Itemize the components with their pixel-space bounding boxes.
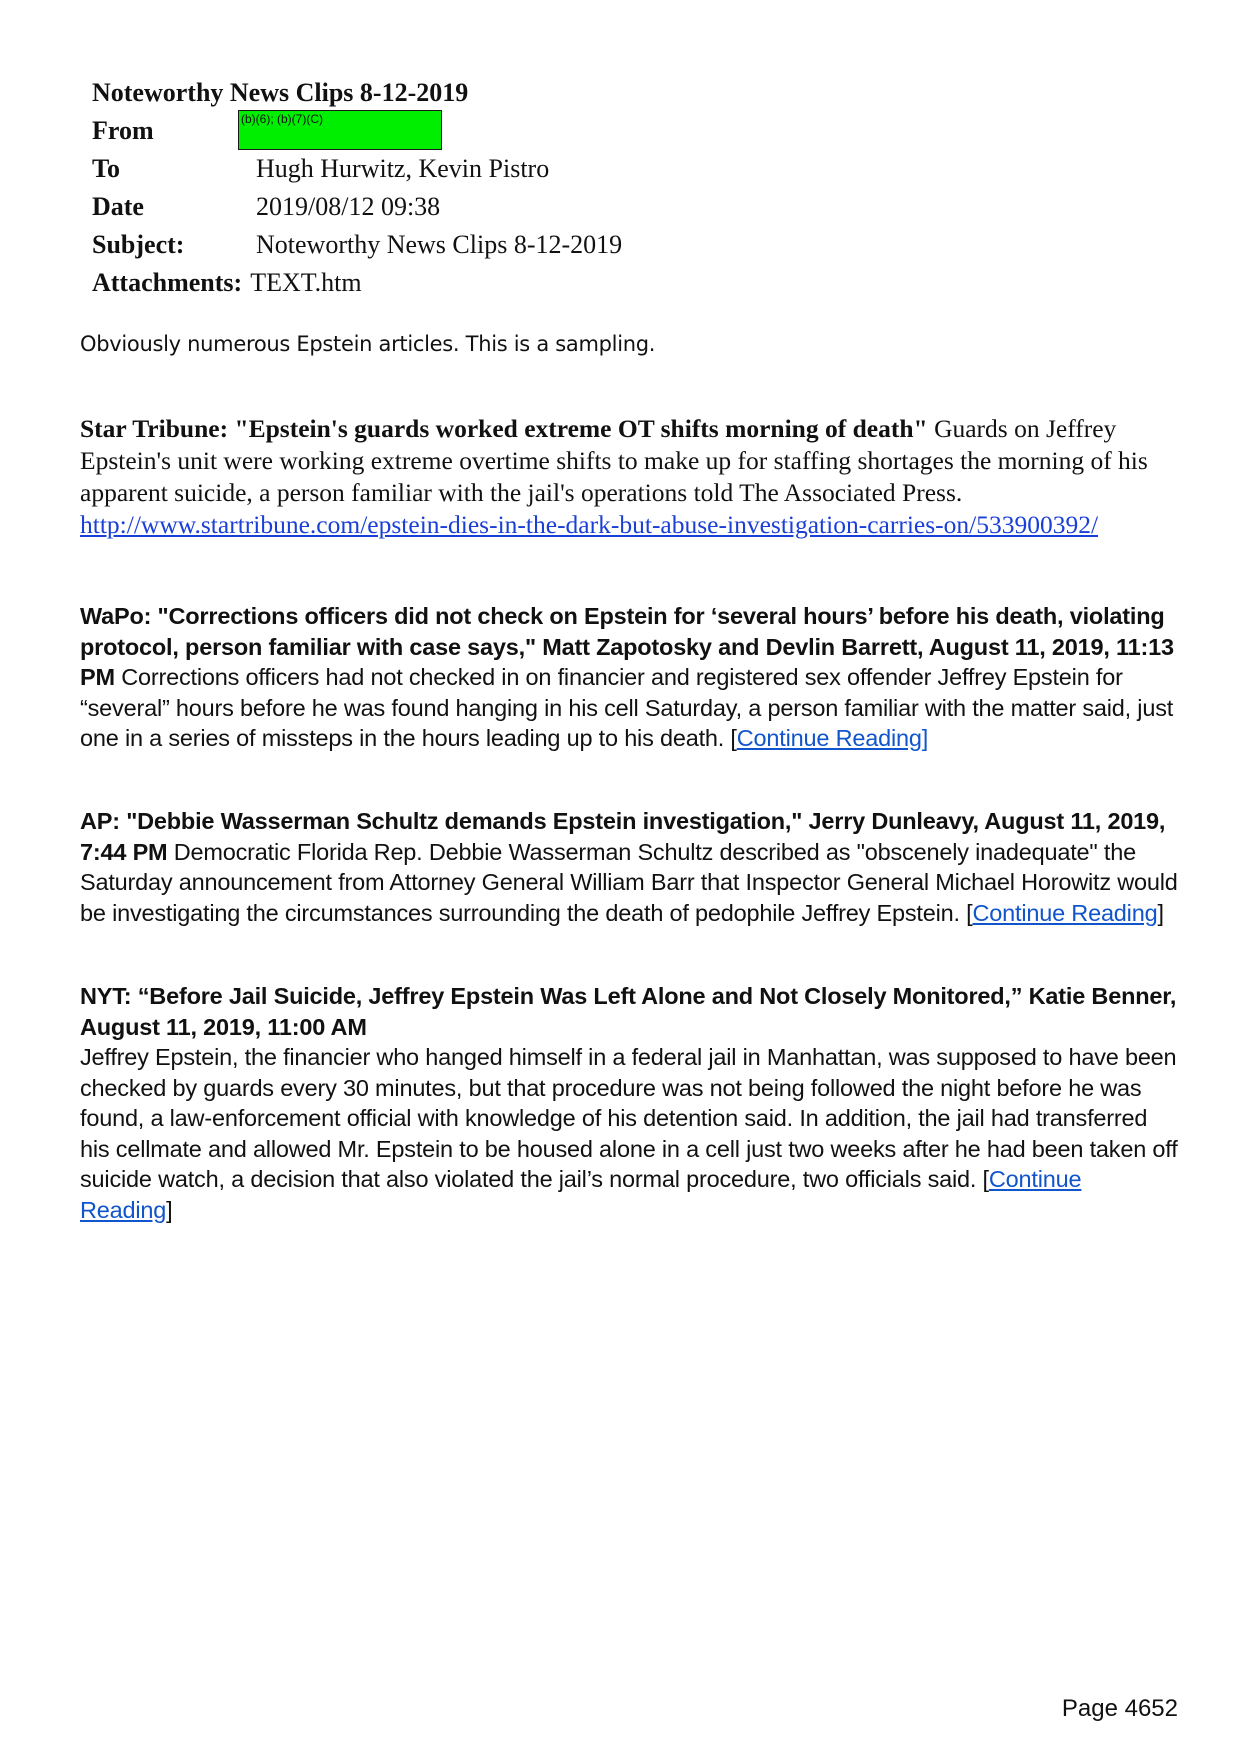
subject-label: Subject: <box>92 230 185 259</box>
continue-reading-link[interactable]: Continue Reading] <box>736 725 929 751</box>
news-body: Guards on Jeffrey Epstein's unit were working extreme overtime shifts to make up for staffing shortages the morning of his apparent suicide, a person familiar with the jail's operations told The Associated Press. <box>80 414 1148 507</box>
attachments-label: Attachments: <box>92 268 243 297</box>
date-value: 2019/08/12 09:38 <box>256 192 441 221</box>
attachments-row <box>92 264 622 302</box>
from-row <box>92 112 622 150</box>
news-item-ap <box>80 806 1180 928</box>
news-tail: ] <box>1157 899 1164 926</box>
news-body: Democratic Florida Rep. Debbie Wasserman Schultz described as "obscenely inadequate" the Saturday announcement from Attorney General William Barr that Inspector General Michael Horowitz would be investigating the circumstances surrounding the death of pedophile Jeffrey Epstein. [ <box>80 838 1178 926</box>
subject-row <box>92 226 622 264</box>
continue-reading-link[interactable]: Continue Reading <box>972 899 1158 926</box>
email-title: Noteworthy News Clips 8-12-2019 <box>92 78 469 107</box>
news-body: Jeffrey Epstein, the financier who hanged himself in a federal jail in Manhattan, was supposed to have been checked by guards every 30 minutes, but that procedure was not being followed the night before he was found, a law-enforcement official with knowledge of his detention said. In addition, the jail had transferred his cellmate and allowed Mr. Epstein to be housed alone in a cell just two weeks after he had been taken off suicide watch, a decision that also violated the jail’s normal procedure, two officials said. [ <box>80 1044 1178 1192</box>
news-tail: ] <box>166 1196 173 1223</box>
article-link[interactable]: http://www.startribune.com/epstein-dies-in-the-dark-but-abuse-investigation-carries-on/533900392/ <box>80 510 1099 539</box>
from-label: From <box>92 116 154 145</box>
page-number: Page 4652 <box>1061 1695 1178 1722</box>
date-label: Date <box>92 192 144 221</box>
date-row <box>92 188 622 226</box>
to-row <box>92 150 622 188</box>
to-value: Hugh Hurwitz, Kevin Pistro <box>256 154 550 183</box>
continue-reading-link[interactable]: Continue Reading <box>80 1166 1082 1223</box>
redaction-box: (b)(6); (b)(7)(C) <box>238 110 442 150</box>
news-headline: WaPo: "Corrections officers did not check on Epstein for ‘several hours’ before his death, violating protocol, person familiar with case says," Matt Zapotosky and Devlin Barrett, August 11, 2019, 11:13 PM <box>80 603 1174 690</box>
subject-value: Noteworthy News Clips 8-12-2019 <box>256 230 623 259</box>
news-item-nyt <box>80 981 1180 1225</box>
news-item-star-tribune <box>80 413 1170 541</box>
news-headline: AP: "Debbie Wasserman Schultz demands Epstein investigation," Jerry Dunleavy, August 11, 2019, 7:44 PM <box>80 808 1166 865</box>
intro-text: Obviously numerous Epstein articles. This is a sampling. <box>80 332 656 356</box>
news-body: Corrections officers had not checked in on financier and registered sex offender Jeffrey Epstein for “several” hours before he was found hanging in his cell Saturday, a person familiar with the matter said, just one in a series of missteps in the hours leading up to his death. [ <box>80 664 1174 751</box>
news-headline: Star Tribune: "Epstein's guards worked extreme OT shifts morning of death" <box>80 414 928 443</box>
email-header <box>92 74 622 302</box>
to-label: To <box>92 154 120 183</box>
attachments-value: TEXT.htm <box>250 268 362 297</box>
news-item-wapo <box>80 601 1180 754</box>
news-headline: NYT: “Before Jail Suicide, Jeffrey Epstein Was Left Alone and Not Closely Monitored,” Katie Benner, August 11, 2019, 11:00 AM <box>80 983 1177 1040</box>
